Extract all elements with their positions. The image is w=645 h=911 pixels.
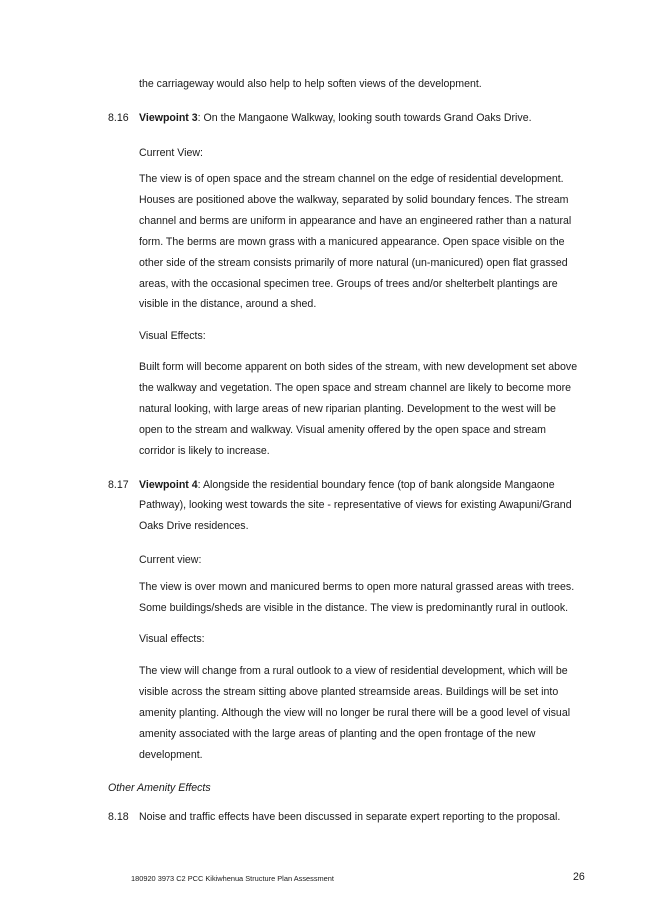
paragraph-line: amenity planting. Although the view will no longer be rural there will be a good level of visual — [139, 707, 571, 719]
paragraph-line: Some buildings/sheds are visible in the distance. The view is predominantly rural in outlook. — [139, 602, 569, 614]
viewpoint-3-heading-rest: : On the Mangaone Walkway, looking south towards Grand Oaks Drive. — [197, 112, 532, 124]
paragraph-line: open to the stream and walkway. Visual amenity offered by the open space and stream — [139, 424, 546, 436]
paragraph-line: development. — [139, 749, 203, 761]
visual-effects-label-8-16: Visual Effects: — [139, 330, 206, 342]
paragraph-line: other side of the stream consists primarily of more natural (un-manicured) open flat grassed — [139, 257, 568, 269]
paragraph-line: natural looking, with large areas of new riparian planting. Development to the west will be — [139, 403, 556, 415]
section-number-8-18: 8.18 — [108, 811, 129, 823]
section-heading-8-16 — [139, 112, 532, 125]
section-heading-line: Oaks Drive residences. — [139, 520, 249, 532]
section-heading-8-17 — [139, 479, 555, 492]
paragraph-line: Houses are positioned above the walkway, separated by solid boundary fences. The stream — [139, 194, 569, 206]
section-heading-line: Pathway), looking west towards the site - representative of views for existing Awapuni/Grand — [139, 499, 572, 511]
viewpoint-4-title: Viewpoint 4 — [139, 479, 198, 491]
paragraph-line: areas, with the occasional specimen tree. Groups of trees and/or shelterbelt plantings are — [139, 278, 558, 290]
footer-reference: 180920 3973 C2 PCC Kikiwhenua Structure Plan Assessment — [131, 874, 334, 883]
current-view-label-8-16: Current View: — [139, 147, 203, 159]
paragraph-line: The view is over mown and manicured berms to open more natural grassed areas with trees. — [139, 581, 575, 593]
visual-effects-label-8-17: Visual effects: — [139, 633, 205, 645]
page-number: 26 — [573, 871, 585, 883]
paragraph-line: channel and berms are uniform in appearance and have an engineered rather than a natural — [139, 215, 572, 227]
section-number-8-16: 8.16 — [108, 112, 129, 124]
section-text-8-18: Noise and traffic effects have been discussed in separate expert reporting to the proposal. — [139, 811, 561, 823]
paragraph-line: corridor is likely to increase. — [139, 445, 270, 457]
viewpoint-4-heading-rest: : Alongside the residential boundary fence (top of bank alongside Mangaone — [197, 479, 555, 491]
viewpoint-3-title: Viewpoint 3 — [139, 112, 198, 124]
other-amenity-effects-heading: Other Amenity Effects — [108, 782, 211, 794]
paragraph-line: The view will change from a rural outlook to a view of residential development, which will be — [139, 665, 568, 677]
paragraph-line: The view is of open space and the stream channel on the edge of residential development. — [139, 173, 564, 185]
paragraph-line: visible in the distance, around a shed. — [139, 298, 317, 310]
paragraph-line: visible across the stream sitting above planted streamside areas. Buildings will be set into — [139, 686, 559, 698]
paragraph-line: the walkway and vegetation. The open space and stream channel are likely to become more — [139, 382, 572, 394]
paragraph-line: form. The berms are mown grass with a manicured appearance. Open space visible on the — [139, 236, 565, 248]
paragraph-line: amenity associated with the large areas of planting and the open frontage of the new — [139, 728, 536, 740]
section-number-8-17: 8.17 — [108, 479, 129, 491]
current-view-label-8-17: Current view: — [139, 554, 202, 566]
intro-line: the carriageway would also help to help soften views of the development. — [139, 78, 482, 90]
paragraph-line: Built form will become apparent on both sides of the stream, with new development set above — [139, 361, 578, 373]
